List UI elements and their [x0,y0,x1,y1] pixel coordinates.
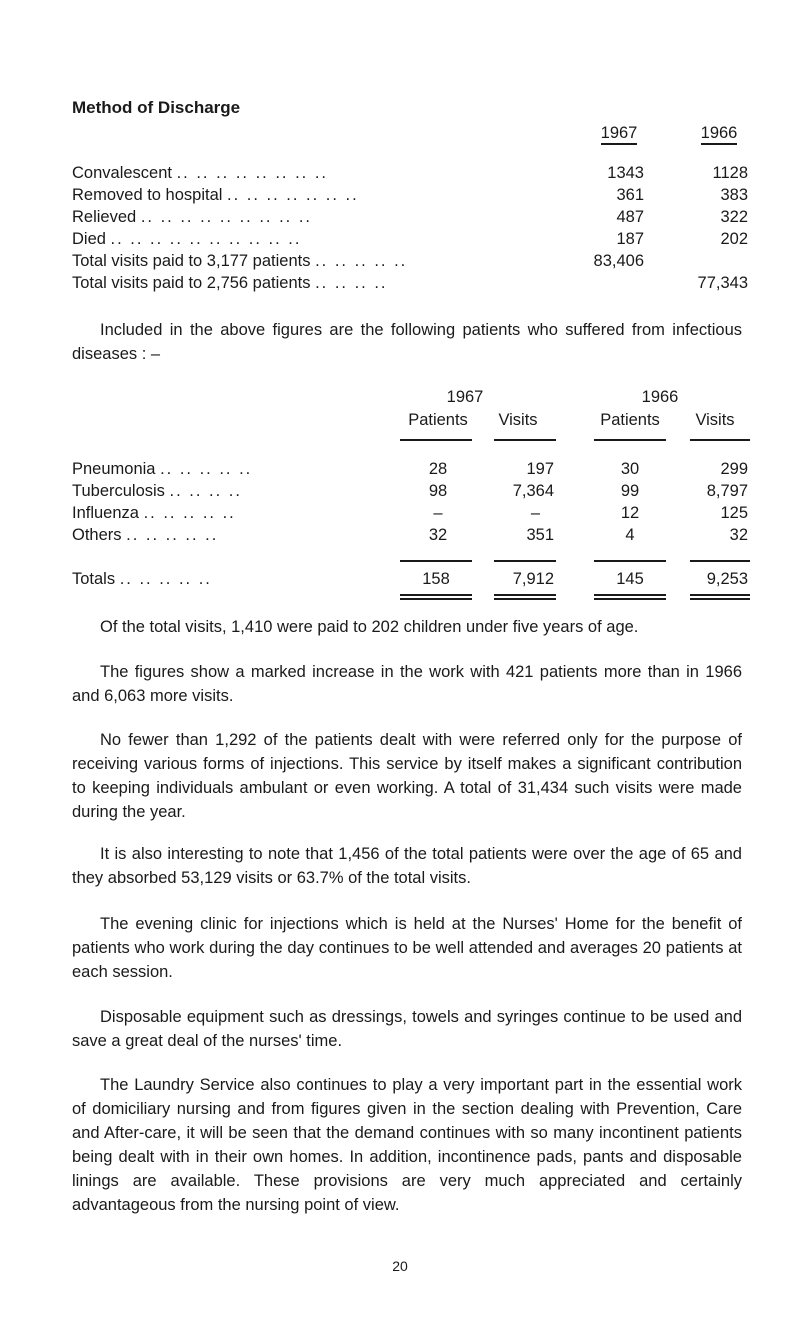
discharge-year-1966: 1966 [688,124,750,143]
paragraph: Disposable equipment such as dressings, towels and syringes continue to be used and save a great deal of the nurses' time. [72,1008,742,1050]
discharge-value-1966: 1128 [712,164,748,182]
cell-patients-1967: – [433,504,443,522]
cell-visits-1967: 7,364 [512,482,554,500]
cell-patients-1966: 12 [620,504,640,522]
discharge-value-1966: 322 [720,208,748,226]
total-patients-1966: 145 [616,570,644,588]
total-rule-bottom [494,594,556,596]
paragraph: No fewer than 1,292 of the patients dealt with were referred only for the purpose of receiving various forms of injections. This service by itself makes a significant contribution to keeping individuals ambulant or even working. A total of 31,434 such visits were made during the year. [72,731,742,821]
cell-patients-1966: 4 [625,526,635,544]
discharge-row: Relieved .. .. .. .. .. .. .. .. .. [72,208,313,226]
discharge-row: Removed to hospital .. .. .. .. .. .. .. [72,186,359,204]
discharge-row: Total visits paid to 2,756 patients .. .. .. .. [72,274,388,292]
header-rule [690,439,750,441]
cell-visits-1966: 32 [729,526,748,544]
cell-visits-1967: – [530,504,540,522]
total-rule-top [494,560,556,562]
cell-visits-1967: 197 [526,460,554,478]
total-rule-top [594,560,666,562]
discharge-value-1966: 77,343 [697,274,748,292]
cell-visits-1966: 299 [720,460,748,478]
infectious-year-1967: 1967 [446,388,484,406]
paragraph: The evening clinic for injections which is held at the Nurses' Home for the benefit of patients who work during the day continues to be well attended and averages 20 patients at each session. [72,915,742,981]
discharge-year-1967: 1967 [588,124,650,143]
discharge-row: Convalescent .. .. .. .. .. .. .. .. [72,164,329,182]
infectious-row-label: Others .. .. .. .. .. [72,526,219,544]
cell-visits-1967: 351 [526,526,554,544]
header-rule [400,439,472,441]
col-visits-1967: Visits [498,411,538,429]
cell-visits-1966: 125 [720,504,748,522]
col-patients-1967: Patients [408,411,468,429]
total-rule-bottom [690,594,750,596]
total-patients-1967: 158 [422,570,450,588]
total-rule-bottom [594,598,666,600]
section-title: Method of Discharge [72,98,241,117]
paragraph: The figures show a marked increase in the work with 421 patients more than in 1966 and 6,063 more visits. [72,663,742,705]
cell-patients-1966: 30 [620,460,640,478]
infectious-row-label: Pneumonia .. .. .. .. .. [72,460,253,478]
page-number: 20 [392,1258,408,1274]
infectious-intro: Included in the above figures are the following patients who suffered from infectious diseases : – [72,321,742,363]
discharge-row: Total visits paid to 3,177 patients .. .. .. .. .. [72,252,408,270]
cell-visits-1966: 8,797 [706,482,748,500]
col-patients-1966: Patients [600,411,660,429]
header-rule [494,439,556,441]
discharge-value-1967: 83,406 [593,252,644,270]
total-visits-1966: 9,253 [706,570,748,588]
total-rule-bottom [594,594,666,596]
discharge-value-1966: 383 [720,186,748,204]
discharge-value-1967: 187 [616,230,644,248]
discharge-value-1967: 361 [616,186,644,204]
header-rule [594,439,666,441]
discharge-value-1967: 487 [616,208,644,226]
cell-patients-1966: 99 [620,482,640,500]
discharge-value-1966: 202 [720,230,748,248]
infectious-row-label: Tuberculosis .. .. .. .. [72,482,242,500]
infectious-row-label: Influenza .. .. .. .. .. [72,504,236,522]
cell-patients-1967: 28 [428,460,448,478]
total-rule-bottom [400,594,472,596]
cell-patients-1967: 32 [428,526,448,544]
paragraph: The Laundry Service also continues to play a very important part in the essential work of domiciliary nursing and from figures given in the section dealing with Prevention, Care and After-care, it will be seen that the demand continues with so many incontinent patients being dealt with in their own homes. In addition, incontinence pads, pants and disposable linings are available. These provisions are very much appreciated and certainly advantageous from the nursing point of view. [72,1076,742,1214]
paragraph: Of the total visits, 1,410 were paid to 202 children under five years of age. [100,618,639,636]
totals-label: Totals .. .. .. .. .. [72,570,212,588]
paragraph: It is also interesting to note that 1,456 of the total patients were over the age of 65 and they absorbed 53,129 visits or 63.7% of the total visits. [72,845,742,887]
discharge-value-1967: 1343 [607,164,644,182]
total-visits-1967: 7,912 [512,570,554,588]
total-rule-bottom [400,598,472,600]
infectious-year-1966: 1966 [641,388,679,406]
total-rule-bottom [690,598,750,600]
discharge-row: Died .. .. .. .. .. .. .. .. .. .. [72,230,302,248]
cell-patients-1967: 98 [428,482,448,500]
total-rule-top [690,560,750,562]
total-rule-bottom [494,598,556,600]
col-visits-1966: Visits [695,411,735,429]
total-rule-top [400,560,472,562]
